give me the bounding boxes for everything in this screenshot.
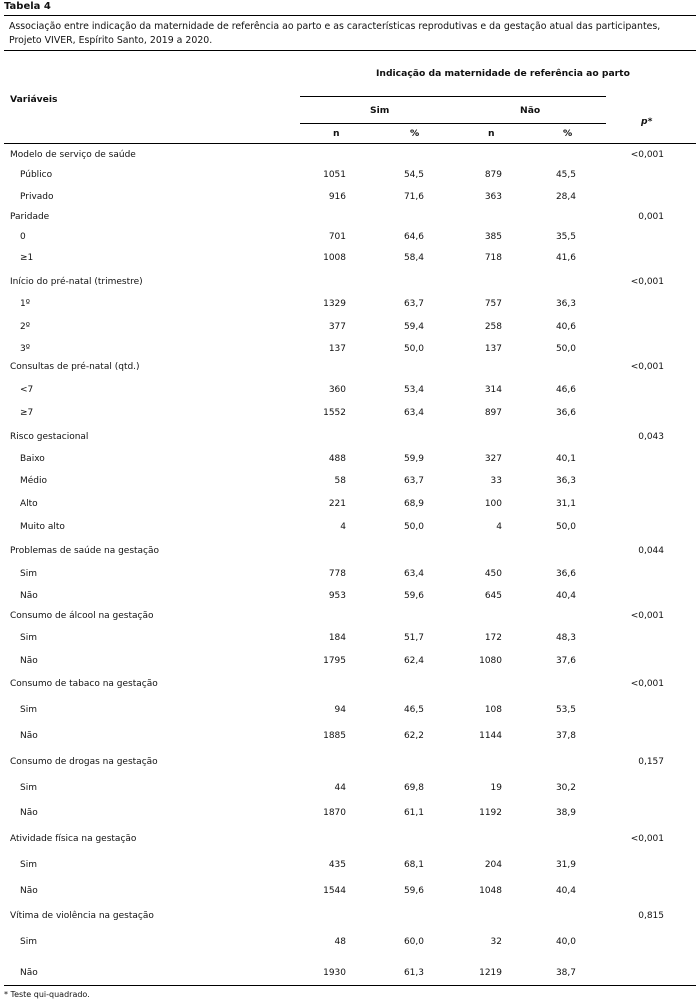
pct-nao-cell: 45,5 bbox=[555, 170, 576, 180]
pct-sim-cell: 64,6 bbox=[403, 232, 424, 242]
pct-sim-cell: 58,4 bbox=[403, 253, 424, 263]
variable-label: Problemas de saúde na gestação bbox=[10, 546, 160, 556]
n-sim-cell: 1930 bbox=[323, 968, 346, 978]
n-sim-cell: 4 bbox=[340, 522, 346, 532]
nao-header: Não bbox=[520, 105, 541, 116]
pct-sim-cell: 59,9 bbox=[403, 454, 424, 464]
n-sim-cell: 44 bbox=[334, 783, 346, 793]
n-nao-cell: 1048 bbox=[479, 886, 502, 896]
group-rule bbox=[300, 96, 606, 97]
n-sim-cell: 377 bbox=[328, 322, 346, 332]
n-sim-cell: 1329 bbox=[323, 299, 346, 309]
table-row bbox=[0, 520, 700, 534]
pct-nao-cell: 31,9 bbox=[555, 860, 576, 870]
table-row bbox=[0, 297, 700, 311]
pct-nao-cell: 37,6 bbox=[555, 656, 576, 666]
category-label: 2º bbox=[20, 322, 30, 332]
pct-sim-cell: 68,9 bbox=[403, 499, 424, 509]
pct-sim-cell: 63,7 bbox=[403, 299, 424, 309]
category-label: <7 bbox=[20, 385, 34, 395]
n-sim-cell: 94 bbox=[334, 705, 346, 715]
pct-nao-cell: 40,6 bbox=[555, 322, 576, 332]
n-nao-cell: 1219 bbox=[479, 968, 502, 978]
table-label: Tabela 4 bbox=[4, 1, 51, 12]
category-label: 1º bbox=[20, 299, 30, 309]
subgroup-rule bbox=[300, 123, 606, 124]
pct-nao-cell: 36,3 bbox=[555, 476, 576, 486]
p-value: 0,157 bbox=[638, 757, 664, 767]
group-row bbox=[0, 609, 700, 623]
pct-nao-cell: 40,4 bbox=[555, 591, 576, 601]
n-nao-cell: 879 bbox=[484, 170, 502, 180]
table-row bbox=[0, 474, 700, 488]
pct-sim-cell: 59,6 bbox=[403, 591, 424, 601]
n-sim-cell: 1051 bbox=[323, 170, 346, 180]
n-nao-cell: 327 bbox=[484, 454, 502, 464]
table-row bbox=[0, 452, 700, 466]
group-row bbox=[0, 148, 700, 162]
pct-nao-cell: 38,7 bbox=[555, 968, 576, 978]
table-row bbox=[0, 781, 700, 795]
table-row bbox=[0, 567, 700, 581]
variable-label: Modelo de serviço de saúde bbox=[10, 150, 136, 160]
n-nao-cell: 19 bbox=[490, 783, 502, 793]
pct-nao-cell: 31,1 bbox=[555, 499, 576, 509]
pct-sim-cell: 50,0 bbox=[403, 344, 424, 354]
table-row bbox=[0, 935, 700, 949]
variable-label: Vítima de violência na gestação bbox=[10, 911, 154, 921]
n-nao-header: n bbox=[488, 128, 495, 139]
table-row bbox=[0, 251, 700, 265]
n-nao-cell: 4 bbox=[496, 522, 502, 532]
sim-header: Sim bbox=[370, 105, 390, 116]
category-label: ≥1 bbox=[20, 253, 34, 263]
p-value: 0,001 bbox=[638, 212, 664, 222]
n-nao-cell: 757 bbox=[484, 299, 502, 309]
n-nao-cell: 204 bbox=[484, 860, 502, 870]
pct-nao-cell: 36,3 bbox=[555, 299, 576, 309]
n-nao-cell: 100 bbox=[484, 499, 502, 509]
p-value: 0,044 bbox=[638, 546, 664, 556]
n-sim-cell: 778 bbox=[328, 569, 346, 579]
footnote: * Teste qui-quadrado. bbox=[4, 990, 90, 999]
category-label: Não bbox=[20, 968, 38, 978]
table-row bbox=[0, 884, 700, 898]
category-label: Sim bbox=[20, 569, 37, 579]
category-label: Alto bbox=[20, 499, 38, 509]
p-value: <0,001 bbox=[630, 679, 664, 689]
group-row bbox=[0, 544, 700, 558]
category-label: Médio bbox=[20, 476, 48, 486]
table-row bbox=[0, 858, 700, 872]
category-label: Baixo bbox=[20, 454, 45, 464]
category-label: Não bbox=[20, 808, 38, 818]
category-label: Sim bbox=[20, 705, 37, 715]
group-row bbox=[0, 832, 700, 846]
variables-header: Variáveis bbox=[10, 94, 58, 105]
category-label: Não bbox=[20, 656, 38, 666]
pct-sim-cell: 60,0 bbox=[403, 937, 424, 947]
pct-sim-cell: 63,4 bbox=[403, 408, 424, 418]
group-row bbox=[0, 275, 700, 289]
n-sim-cell: 701 bbox=[328, 232, 346, 242]
pct-sim-cell: 63,4 bbox=[403, 569, 424, 579]
pct-sim-header: % bbox=[410, 128, 420, 139]
pct-sim-cell: 51,7 bbox=[403, 633, 424, 643]
pct-nao-cell: 36,6 bbox=[555, 408, 576, 418]
group-header: Indicação da maternidade de referência ao parto bbox=[376, 68, 630, 79]
group-row bbox=[0, 360, 700, 374]
table-row bbox=[0, 342, 700, 356]
n-nao-cell: 385 bbox=[484, 232, 502, 242]
n-sim-cell: 1795 bbox=[323, 656, 346, 666]
pct-nao-cell: 30,2 bbox=[555, 783, 576, 793]
variable-label: Início do pré-natal (trimestre) bbox=[10, 277, 143, 287]
pct-sim-cell: 50,0 bbox=[403, 522, 424, 532]
pct-nao-cell: 35,5 bbox=[555, 232, 576, 242]
pct-sim-cell: 62,2 bbox=[403, 731, 424, 741]
pct-nao-cell: 28,4 bbox=[555, 192, 576, 202]
pct-sim-cell: 69,8 bbox=[403, 783, 424, 793]
p-value: 0,815 bbox=[638, 911, 664, 921]
top-rule bbox=[4, 15, 696, 16]
n-sim-cell: 58 bbox=[334, 476, 346, 486]
table-caption: Associação entre indicação da maternidade de referência ao parto e as características reprodutivas e da gestação atual das participantes, Projeto VIVER, Espírito Santo, 2019 a 2020. bbox=[9, 21, 661, 46]
pct-sim-cell: 63,7 bbox=[403, 476, 424, 486]
category-label: Não bbox=[20, 886, 38, 896]
header-rule bbox=[4, 143, 696, 144]
n-nao-cell: 645 bbox=[484, 591, 502, 601]
category-label: 0 bbox=[20, 232, 26, 242]
n-sim-cell: 137 bbox=[328, 344, 346, 354]
category-label: 3º bbox=[20, 344, 30, 354]
table-row bbox=[0, 168, 700, 182]
n-nao-cell: 32 bbox=[490, 937, 502, 947]
p-value: <0,001 bbox=[630, 611, 664, 621]
table-row bbox=[0, 406, 700, 420]
variable-label: Consumo de drogas na gestação bbox=[10, 757, 158, 767]
pct-nao-cell: 38,9 bbox=[555, 808, 576, 818]
n-sim-cell: 916 bbox=[328, 192, 346, 202]
category-label: Sim bbox=[20, 860, 37, 870]
pct-nao-cell: 36,6 bbox=[555, 569, 576, 579]
table-row bbox=[0, 320, 700, 334]
variable-label: Atividade física na gestação bbox=[10, 834, 137, 844]
pct-nao-cell: 48,3 bbox=[555, 633, 576, 643]
table-row bbox=[0, 703, 700, 717]
table-row bbox=[0, 230, 700, 244]
group-row bbox=[0, 909, 700, 923]
p-value: 0,043 bbox=[638, 432, 664, 442]
variable-label: Consultas de pré-natal (qtd.) bbox=[10, 362, 140, 372]
p-value: <0,001 bbox=[630, 150, 664, 160]
n-nao-cell: 718 bbox=[484, 253, 502, 263]
pct-nao-cell: 46,6 bbox=[555, 385, 576, 395]
pct-nao-cell: 50,0 bbox=[555, 344, 576, 354]
category-label: ≥7 bbox=[20, 408, 34, 418]
p-value-header: p* bbox=[641, 116, 653, 127]
category-label: Sim bbox=[20, 783, 37, 793]
table-row bbox=[0, 631, 700, 645]
pct-sim-cell: 46,5 bbox=[403, 705, 424, 715]
p-value: <0,001 bbox=[630, 277, 664, 287]
pct-nao-cell: 37,8 bbox=[555, 731, 576, 741]
n-nao-cell: 450 bbox=[484, 569, 502, 579]
n-nao-cell: 1192 bbox=[479, 808, 502, 818]
category-label: Sim bbox=[20, 937, 37, 947]
table-row bbox=[0, 806, 700, 820]
n-sim-cell: 1008 bbox=[323, 253, 346, 263]
n-sim-cell: 360 bbox=[328, 385, 346, 395]
table-row bbox=[0, 729, 700, 743]
pct-sim-cell: 62,4 bbox=[403, 656, 424, 666]
table-row bbox=[0, 497, 700, 511]
group-row bbox=[0, 755, 700, 769]
category-label: Muito alto bbox=[20, 522, 65, 532]
table-row bbox=[0, 589, 700, 603]
n-nao-cell: 1144 bbox=[479, 731, 502, 741]
n-nao-cell: 897 bbox=[484, 408, 502, 418]
n-nao-cell: 363 bbox=[484, 192, 502, 202]
pct-nao-cell: 40,0 bbox=[555, 937, 576, 947]
pct-sim-cell: 59,6 bbox=[403, 886, 424, 896]
pct-nao-cell: 41,6 bbox=[555, 253, 576, 263]
p-value: <0,001 bbox=[630, 834, 664, 844]
category-label: Público bbox=[20, 170, 53, 180]
table-row bbox=[0, 654, 700, 668]
category-label: Não bbox=[20, 731, 38, 741]
category-label: Não bbox=[20, 591, 38, 601]
n-nao-cell: 314 bbox=[484, 385, 502, 395]
n-sim-header: n bbox=[333, 128, 340, 139]
pct-sim-cell: 71,6 bbox=[403, 192, 424, 202]
pct-sim-cell: 54,5 bbox=[403, 170, 424, 180]
table-row bbox=[0, 966, 700, 980]
bottom-rule bbox=[4, 985, 696, 986]
pct-nao-header: % bbox=[563, 128, 573, 139]
pct-nao-cell: 50,0 bbox=[555, 522, 576, 532]
n-nao-cell: 137 bbox=[484, 344, 502, 354]
n-sim-cell: 1885 bbox=[323, 731, 346, 741]
pct-nao-cell: 40,4 bbox=[555, 886, 576, 896]
n-sim-cell: 953 bbox=[328, 591, 346, 601]
group-row bbox=[0, 677, 700, 691]
pct-sim-cell: 59,4 bbox=[403, 322, 424, 332]
n-nao-cell: 258 bbox=[484, 322, 502, 332]
caption-rule bbox=[4, 50, 696, 51]
pct-sim-cell: 61,3 bbox=[403, 968, 424, 978]
n-sim-cell: 1870 bbox=[323, 808, 346, 818]
category-label: Privado bbox=[20, 192, 54, 202]
n-sim-cell: 1552 bbox=[323, 408, 346, 418]
n-nao-cell: 108 bbox=[484, 705, 502, 715]
n-nao-cell: 1080 bbox=[479, 656, 502, 666]
table-row bbox=[0, 190, 700, 204]
category-label: Sim bbox=[20, 633, 37, 643]
pct-nao-cell: 40,1 bbox=[555, 454, 576, 464]
n-sim-cell: 48 bbox=[334, 937, 346, 947]
variable-label: Paridade bbox=[10, 212, 50, 222]
n-sim-cell: 221 bbox=[328, 499, 346, 509]
group-row bbox=[0, 430, 700, 444]
pct-nao-cell: 53,5 bbox=[555, 705, 576, 715]
variable-label: Consumo de álcool na gestação bbox=[10, 611, 154, 621]
pct-sim-cell: 61,1 bbox=[403, 808, 424, 818]
table-row bbox=[0, 383, 700, 397]
n-sim-cell: 184 bbox=[328, 633, 346, 643]
pct-sim-cell: 53,4 bbox=[403, 385, 424, 395]
variable-label: Risco gestacional bbox=[10, 432, 89, 442]
n-sim-cell: 435 bbox=[328, 860, 346, 870]
p-value: <0,001 bbox=[630, 362, 664, 372]
n-nao-cell: 172 bbox=[484, 633, 502, 643]
n-sim-cell: 1544 bbox=[323, 886, 346, 896]
variable-label: Consumo de tabaco na gestação bbox=[10, 679, 158, 689]
group-row bbox=[0, 210, 700, 224]
n-nao-cell: 33 bbox=[490, 476, 502, 486]
pct-sim-cell: 68,1 bbox=[403, 860, 424, 870]
n-sim-cell: 488 bbox=[328, 454, 346, 464]
